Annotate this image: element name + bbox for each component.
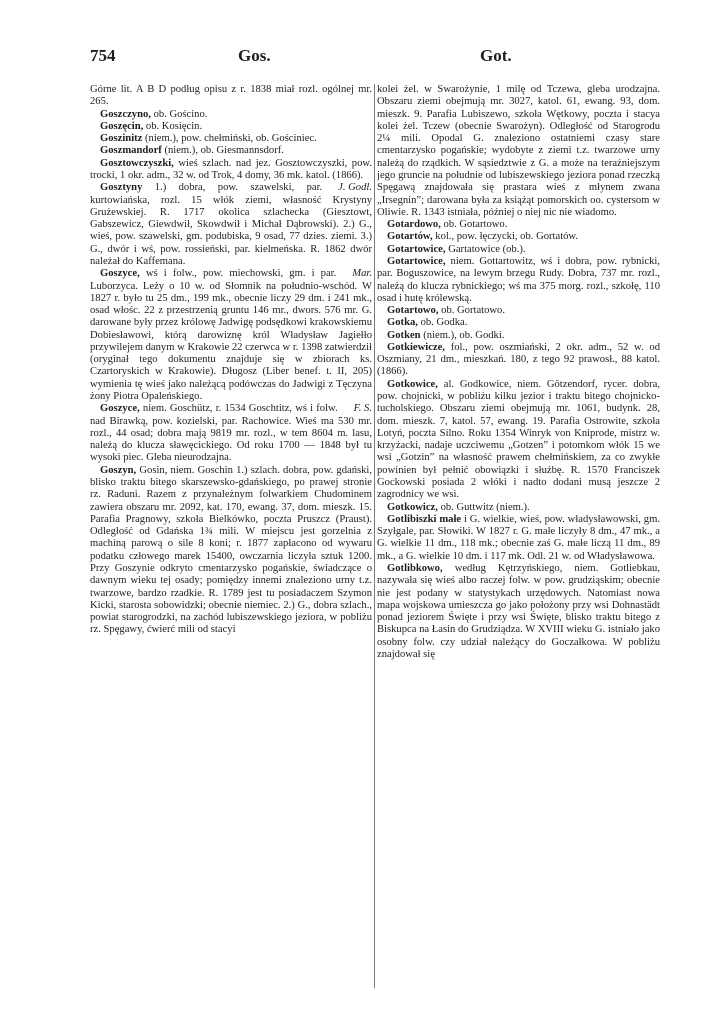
entry-text: ob. Gościno. — [153, 108, 208, 120]
entry-headword: Gotka, — [387, 317, 418, 329]
dictionary-entry — [377, 244, 660, 256]
entry-text: (niem.), pow. chełmiński, ob. Gościniec. — [145, 133, 317, 145]
right-column — [377, 84, 660, 1009]
entry-text: wś i folw., pow. miechowski, gm. i par. Luborzyca. Leży o 10 w. od Słomnik na południo-wschód. W 1827 r. było tu 25 dm., 199 mk., obecnie liczy 29 dm. i 241 mk., osad włośc. 22 z przestrzenią gruntu 146 mr., dwors. 576 mr. G. darowane były przez królowę Jadwigę podsędkowi krakowskiemu Dobiesławowi, którą darowiznę król Władysław Jagiełło przywilejem danym w Krakowie 22 czerwca w r. 1398 zatwierdził (oryginał tego dokumentu znajduje się w zbiorach ks. Czartoryskich w Krakowie). Długosz (Liber benef. t. II, 205) wymienia tę wieś jako należącą podówczas do Jadwigi z Tęczyna żony Piotra Opaleńskiego. — [90, 268, 372, 403]
dictionary-entry — [377, 502, 660, 514]
entry-text: kol., pow. łęczycki, ob. Gortatów. — [435, 231, 579, 243]
page-header — [90, 46, 660, 70]
dictionary-entry — [377, 379, 660, 502]
entry-headword: Gotartów, — [387, 231, 433, 243]
entry-text: niem. Gottartowitz, wś i dobra, pow. rybnicki, par. Boguszowice, na lewym brzegu Rudy. Dobra, 737 mr. rozl., należą do klucza rybnickiego; wś ma 375 morg. rozl., szkołę, 110 osad i hutę królewską. — [377, 255, 660, 304]
page-number: 754 — [90, 46, 116, 65]
entry-headword: Gosztowczyszki, — [100, 157, 174, 169]
dictionary-entry — [90, 182, 372, 268]
entry-headword: Goszmandorf — [100, 145, 162, 157]
entry-text: Gosin, niem. Goschin 1.) szlach. dobra, pow. gdański, blisko traktu bitego skarszewsko-gdańskiego, po prawej stronie rz. Raduni. Razem z przynależnym folwarkiem Chudominem zawiera obszaru mr. 2092, kat. 170, ewang. 37, dom. mieszk. 15. Parafia Pragnowy, szkoła Bielkówko, poczta Pruszcz (Praust). Odległość od Gdańska 1¾ mili. W miejscu jest gorzelnia z machiną parową o sile 8 koni; r. 1877 zapłacono od wywaru podatku człowego marek 15400, owczarnia liczyła sztuk 1200. Przy Goszynie odkryto cmentarzysko pogańskie, świadczące o dawnym wieku tej osady; pomiędzy innemi znaleziono urny t.z. twarzowe, bardzo rzadkie. R. 1789 jest tu posiadaczem Szymon Kicki, starosta sobowidzki; obecnie niemiec. 2.) G., dobra szlach., powiat starogrodzki, na zachód lubiszewskiego jeziora, w pobliżu rz. Spęgawy, ćwierć mili od stacyi — [90, 464, 372, 636]
entry-text: ob. Gortatowo. — [441, 305, 505, 317]
dictionary-entry — [90, 133, 372, 145]
dictionary-entry — [377, 563, 660, 661]
dictionary-entry — [90, 465, 372, 637]
dictionary-entry — [377, 514, 660, 563]
entry-text: kolei żel. w Swarożynie, 1 milę od Tczewa, gleba urodzajna. Obszaru ziemi obejmują mr. 3027, katol. 61, ewang. 93, dom. mieszk. 9. Parafia Lubiszewo, szkoła Wętkowy, poczta i stacya kolei żel. Tczew (obecnie Swarożyn). Odległość od Starogrodu 2¼ mili. Opodal G. znaleziono ostatniemi czasy stare cmentarzysko pogańskie; wydobyte z ziemi t.z. twarzowe urny należą do rządkich. W sąsiedztwie z G. a może na teraźniejszym jego gruncie na południe od lubiszewskiego jeziora ponad rzeczką Spęgawą znajdowała się prastara wieś z młynem zwana „Irsegnin”; darowana była za książąt pomorskich oo. cystersom w Oliwie. R. 1343 istniała, później o niej nic nie wiadomo. — [377, 84, 660, 218]
entry-text: Górne lit. A B D podług opisu z r. 1838 miał rozl. ogólnej mr. 265. — [90, 84, 372, 108]
entry-headword: Gotken — [387, 329, 421, 341]
dictionary-entry — [90, 403, 372, 464]
dictionary-entry — [377, 305, 660, 317]
entry-headword: Goszęcin, — [100, 120, 144, 132]
entry-headword: Gotartowice, — [387, 255, 446, 267]
entry-headword: Goszyce, — [100, 268, 140, 280]
entry-text: (niem.), ob. Godki. — [423, 329, 505, 341]
entry-text: wieś szlach. nad jez. Gosztowczyszki, pow. trocki, 1 okr. adm., 32 w. od Trok, 4 domy, 36 mk. katol. (1866). — [90, 157, 372, 181]
entry-headword: Gotkiewicze, — [387, 341, 445, 353]
entry-text: ob. Kosięcin. — [145, 120, 203, 132]
entry-text: ob. Gotartowo. — [443, 219, 508, 231]
entry-headword: Gotardowo, — [387, 219, 441, 231]
entry-headword: Goszyce, — [100, 403, 140, 415]
entry-text: według Kętrzyńskiego, niem. Gotliebkau, nazywała się wieś albo raczej folw. w pow. grudziąskim; obecnie nie jest podany w statystykach urzędowych. Natomiast nowa mapa wojskowa umieszcza go jako położony przy wsi Dohnastädt ponad jeziorem Święte i przy wsi Święte, blisko traktu bitego z Biskupca na Łasin do Grudziądza. W XVIII wieku G. istniało jako osobny folw. czy udział należący do Goczałkowa. W pobliżu znajdował się — [377, 562, 660, 660]
entry-headword: Gotkowice, — [387, 378, 438, 390]
entry-text: fol., pow. oszmiański, 2 okr. adm., 52 w. od Oszmiany, 21 dm., mieszkań. 180, z tego 92 prawosł., 88 katol. (1866). — [377, 341, 660, 378]
entry-headword: Gotlibkowo, — [387, 562, 443, 574]
entry-text: 1.) dobra, pow. szawelski, par. kurtowiańska, rozl. 15 włók ziemi, własność Krystyny Grużewskiej. R. 1717 okolica szlachecka (Giesztowt, Gabszewicz, Giewdwił, Skowdwił i Michał Dąbrowski). 2.) G., wieś, pow. szawelski, gm. podubiska, 9 osad, 77 dzies. ziemi. 3.) G., dwór i wś, pow. rossieński, par. kielmeńska. R. 1862 dwór należał do Kaffemana. — [90, 182, 372, 267]
dictionary-entry — [377, 256, 660, 305]
dictionary-entry — [90, 121, 372, 133]
entry-headword: Goszinitz — [100, 133, 143, 145]
entry-text: i G. wielkie, wieś, pow. władysławowski, gm. Szyłgale, par. Słowiki. W 1827 r. G. małe liczyły 8 dm., 47 mk., a G. wielkie 11 dm., 118 mk.; obecnie zaś G. małe liczą 11 dm., 89 mk., a G. wielkie 10 dm. i 117 mk. Odl. 21 w. od Władysławowa. — [377, 513, 660, 562]
dictionary-entry — [377, 330, 660, 342]
entry-text: ob. Godka. — [420, 317, 468, 329]
dictionary-entry — [90, 268, 372, 403]
entry-signature: F. S. — [353, 403, 372, 415]
entry-headword: Goszczyno, — [100, 108, 151, 120]
entry-headword: Gotlibiszki małe — [387, 513, 462, 525]
dictionary-entry — [90, 84, 372, 109]
entry-text: ob. Guttwitz (niem.). — [440, 501, 530, 513]
dictionary-entry — [90, 158, 372, 183]
entry-signature: Mar. — [352, 268, 372, 280]
dictionary-entry — [377, 317, 660, 329]
entry-headword: Gotkowicz, — [387, 501, 438, 513]
left-running-title: Gos. — [238, 46, 271, 65]
column-divider — [374, 84, 375, 988]
entry-text: Gartatowice (ob.). — [448, 243, 526, 255]
dictionary-entry — [90, 145, 372, 157]
entry-text: niem. Goschütz, r. 1534 Goschtitz, wś i folw. nad Birawką, pow. kozielski, par. Rachowice. Wieś ma 530 mr. rozl., 44 osad; dobra mają 9819 mr. rozl., w tem 8604 m. lasu, należą do klucza sławęcickiego. Od roku 1700 — 1848 był tu wysoki piec. Gleba nieurodzajna. — [90, 403, 372, 464]
entry-headword: Gotartowo, — [387, 305, 439, 317]
entry-text: (niem.), ob. Giesmannsdorf. — [164, 145, 284, 157]
entry-headword: Gosztyny — [100, 182, 143, 194]
dictionary-entry — [377, 231, 660, 243]
dictionary-entry — [377, 342, 660, 379]
entry-text: al. Godkowice, niem. Götzendorf, rycer. dobra, pow. chojnicki, w pobliżu kilku jezior i traktu bitego chojnicko-tucholskiego. Obszaru ziemi obejmują mr. 1061, budynk. 28, dom. mieszk. 7, katol. 57, ewang. 19. Parafia Ostrowite, szkoła Lotyń, poczta Silno. Roku 1354 Winryk von Kniprode, mistrz w. krzyżacki, nadaje uczciwemu „Gotzen” i potomkom włók 15 we wsi „Gotzin” na własność prawem chełmińskiem, za co zwykłe powinien był pełnić obowiązki i służbę. R. 1570 Franciszek Gockowski posiada 2 włóki i nadto dodani musą jeszcze 2 zagrodnicy we wsi. — [377, 378, 660, 501]
entry-signature: J. Godl. — [338, 182, 372, 194]
left-column — [90, 84, 372, 1009]
entry-headword: Gotartowice, — [387, 243, 446, 255]
dictionary-entry — [377, 84, 660, 219]
dictionary-entry — [90, 109, 372, 121]
dictionary-entry — [377, 219, 660, 231]
right-running-title: Got. — [480, 46, 512, 65]
entry-headword: Goszyn, — [100, 464, 137, 476]
